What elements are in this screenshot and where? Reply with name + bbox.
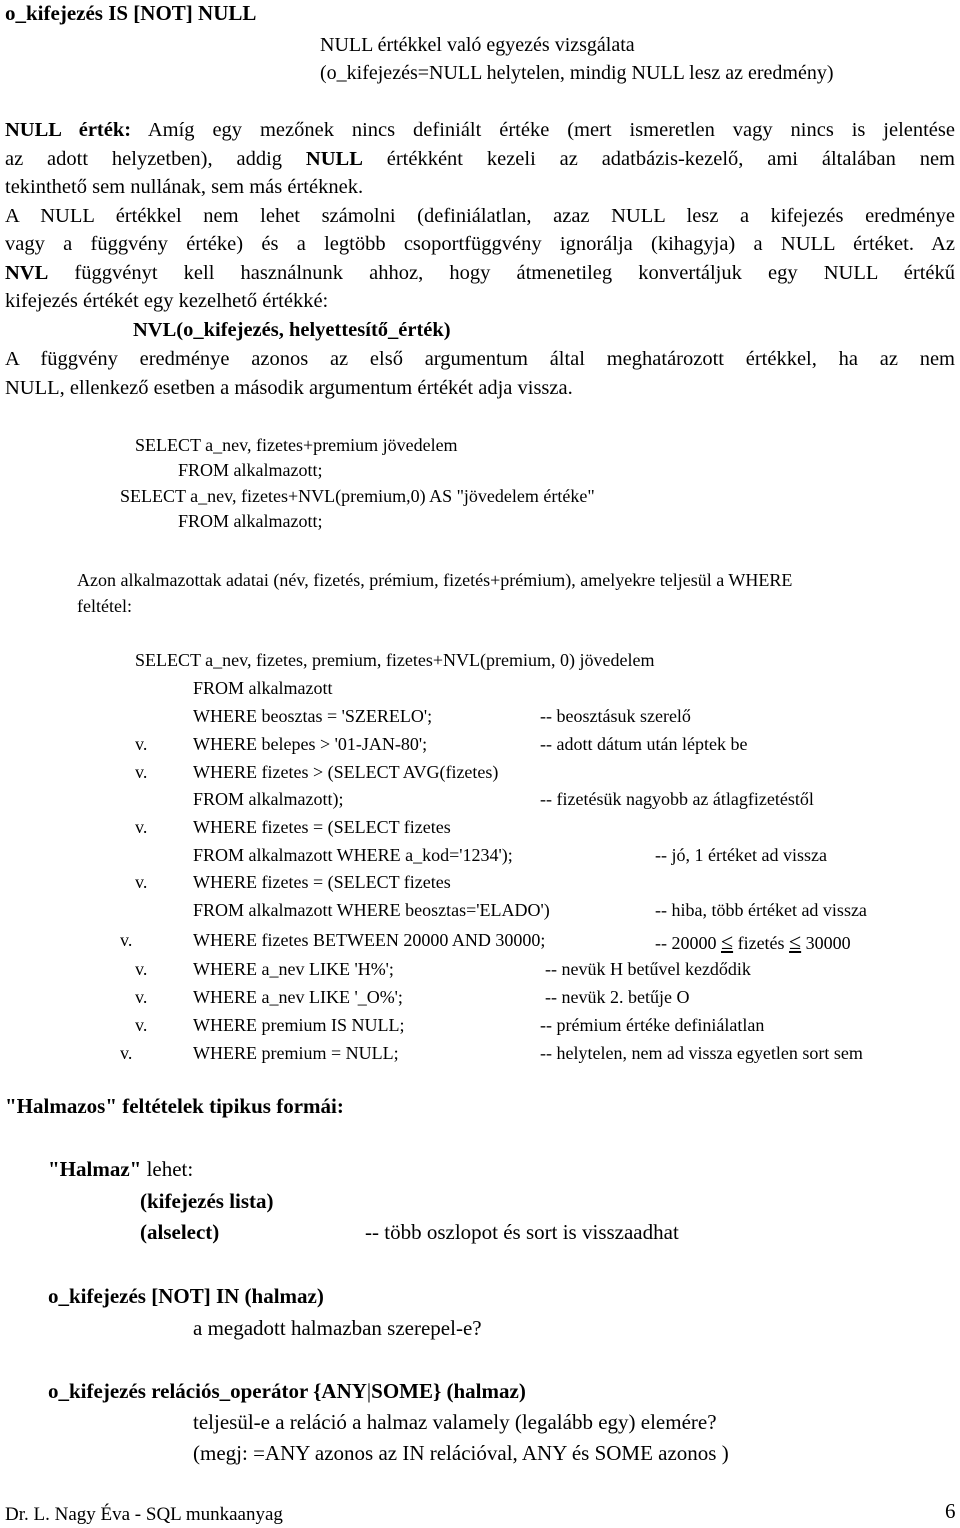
- sets-heading: "Halmazos" feltételek tipikus formái:: [5, 1094, 344, 1118]
- where-row-marker: v.: [120, 930, 133, 950]
- less-equal-symbol: ≤: [721, 929, 734, 954]
- footer-author: Dr. L. Nagy Éva - SQL munkaanyag: [5, 1504, 283, 1525]
- where-row-marker: v.: [120, 1043, 133, 1063]
- where-row-code: WHERE fizetes = (SELECT fizetes: [193, 817, 451, 837]
- where-row-code: WHERE premium = NULL;: [193, 1043, 399, 1063]
- where-row-code: FROM alkalmazott);: [193, 789, 344, 809]
- where-row-code: WHERE a_nev LIKE 'H%';: [193, 959, 394, 979]
- where-row-comment: -- prémium értéke definiálatlan: [540, 1015, 765, 1035]
- example1-query2-select: SELECT a_nev, fizetes+NVL(premium,0) AS "jövedelem értéke": [120, 486, 595, 506]
- any-some-desc-2: (megj: =ANY azonos az IN relációval, ANY és SOME azonos ): [193, 1441, 729, 1465]
- where-row-marker: v.: [135, 987, 148, 1007]
- null-value-line-9: NULL, ellenkező esetben a második argumentum értékét adja vissza.: [5, 376, 573, 399]
- null-value-line-7: kifejezés értékét egy kezelhető értékké:: [5, 290, 329, 312]
- halmaz-item-subselect: (alselect): [140, 1220, 220, 1244]
- halmaz-definition: "Halmaz" lehet:: [48, 1157, 194, 1181]
- footer-page-number: 6: [945, 1499, 956, 1523]
- where-row-marker: v.: [135, 959, 148, 979]
- null-value-line-2: az adott helyzetben), addig NULL értékként kezeli az adatbázis-kezelő, ami általában nem: [5, 147, 955, 170]
- where-row-comment: -- nevük 2. betűje O: [545, 987, 690, 1007]
- where-row-comment: -- 20000 ≤ fizetés ≤ 30000: [655, 929, 851, 954]
- where-row-comment: -- beosztásuk szerelő: [540, 706, 691, 726]
- null-value-line-1: NULL érték: Amíg egy mezőnek nincs definiált értéke (mert ismeretlen vagy nincs is jelentése: [5, 119, 955, 141]
- where-row-code: WHERE fizetes > (SELECT AVG(fizetes): [193, 762, 499, 782]
- null-value-line-4: A NULL értékkel nem lehet számolni (definiálatlan, azaz NULL lesz a kifejezés eredménye: [5, 204, 955, 227]
- where-row-code: FROM alkalmazott WHERE beosztas='ELADO'): [193, 900, 550, 920]
- halmaz-item-expression-list: (kifejezés lista): [140, 1189, 274, 1213]
- where-row-code: WHERE fizetes = (SELECT fizetes: [193, 872, 451, 892]
- example2-from: FROM alkalmazott: [193, 678, 333, 698]
- example2-intro-1: Azon alkalmazottak adatai (név, fizetés, prémium, fizetés+prémium), amelyekre teljesül a WHERE: [77, 570, 793, 590]
- halmaz-item-subselect-comment: -- több oszlopot és sort is visszaadhat: [365, 1220, 679, 1244]
- nvl-syntax: NVL(o_kifejezés, helyettesítő_érték): [133, 319, 451, 341]
- where-row-marker: v.: [135, 734, 148, 754]
- where-row-comment: -- jó, 1 értéket ad vissza: [655, 845, 827, 865]
- null-value-line-6: NVL függvényt kell használnunk ahhoz, hogy átmenetileg konvertáljuk egy NULL értékű: [5, 261, 955, 284]
- any-some-desc-1: teljesül-e a reláció a halmaz valamely (legalább egy) elemére?: [193, 1410, 717, 1434]
- less-equal-symbol: ≤: [789, 929, 802, 954]
- where-row-code: WHERE beosztas = 'SZERELO';: [193, 706, 433, 726]
- is-null-heading: o_kifejezés IS [NOT] NULL: [5, 1, 257, 25]
- where-row-code: FROM alkalmazott WHERE a_kod='1234');: [193, 845, 513, 865]
- where-row-comment: -- helytelen, nem ad vissza egyetlen sort sem: [540, 1043, 863, 1063]
- is-null-desc-1: NULL értékkel való egyezés vizsgálata: [320, 34, 635, 56]
- any-some-heading: o_kifejezés relációs_operátor {ANY|SOME} (halmaz): [48, 1379, 526, 1403]
- example2-intro-2: feltétel:: [77, 596, 132, 616]
- where-row-code: WHERE belepes > '01-JAN-80';: [193, 734, 428, 754]
- null-value-line-3: tekinthető sem nullának, sem más értéknek.: [5, 176, 364, 198]
- example1-query1-from: FROM alkalmazott;: [178, 460, 323, 480]
- where-row-code: WHERE premium IS NULL;: [193, 1015, 405, 1035]
- where-row-code: WHERE a_nev LIKE '_O%';: [193, 987, 403, 1007]
- null-value-line-5: vagy a függvény értéke) és a legtöbb csoportfüggvény ignorálja (kihagyja) a NULL értéket. Az: [5, 233, 955, 255]
- example1-query2-from: FROM alkalmazott;: [178, 511, 323, 531]
- where-row-comment: -- hiba, több értéket ad vissza: [655, 900, 867, 920]
- where-row-marker: v.: [135, 1015, 148, 1035]
- where-row-code: WHERE fizetes BETWEEN 20000 AND 30000;: [193, 930, 546, 950]
- where-row-comment: -- nevük H betűvel kezdődik: [545, 959, 751, 979]
- null-value-line-8: A függvény eredménye azonos az első argumentum által meghatározott értékkel, ha az nem: [5, 348, 955, 370]
- where-row-marker: v.: [135, 762, 148, 782]
- in-desc: a megadott halmazban szerepel-e?: [193, 1316, 482, 1340]
- in-heading: o_kifejezés [NOT] IN (halmaz): [48, 1284, 324, 1308]
- where-row-comment: -- fizetésük nagyobb az átlagfizetéstől: [540, 789, 814, 809]
- where-row-marker: v.: [135, 817, 148, 837]
- where-row-comment: -- adott dátum után léptek be: [540, 734, 748, 754]
- example2-select: SELECT a_nev, fizetes, premium, fizetes+NVL(premium, 0) jövedelem: [135, 650, 655, 670]
- where-row-marker: v.: [135, 872, 148, 892]
- example1-query1-select: SELECT a_nev, fizetes+premium jövedelem: [135, 435, 458, 455]
- is-null-desc-2: (o_kifejezés=NULL helytelen, mindig NULL lesz az eredmény): [320, 62, 834, 84]
